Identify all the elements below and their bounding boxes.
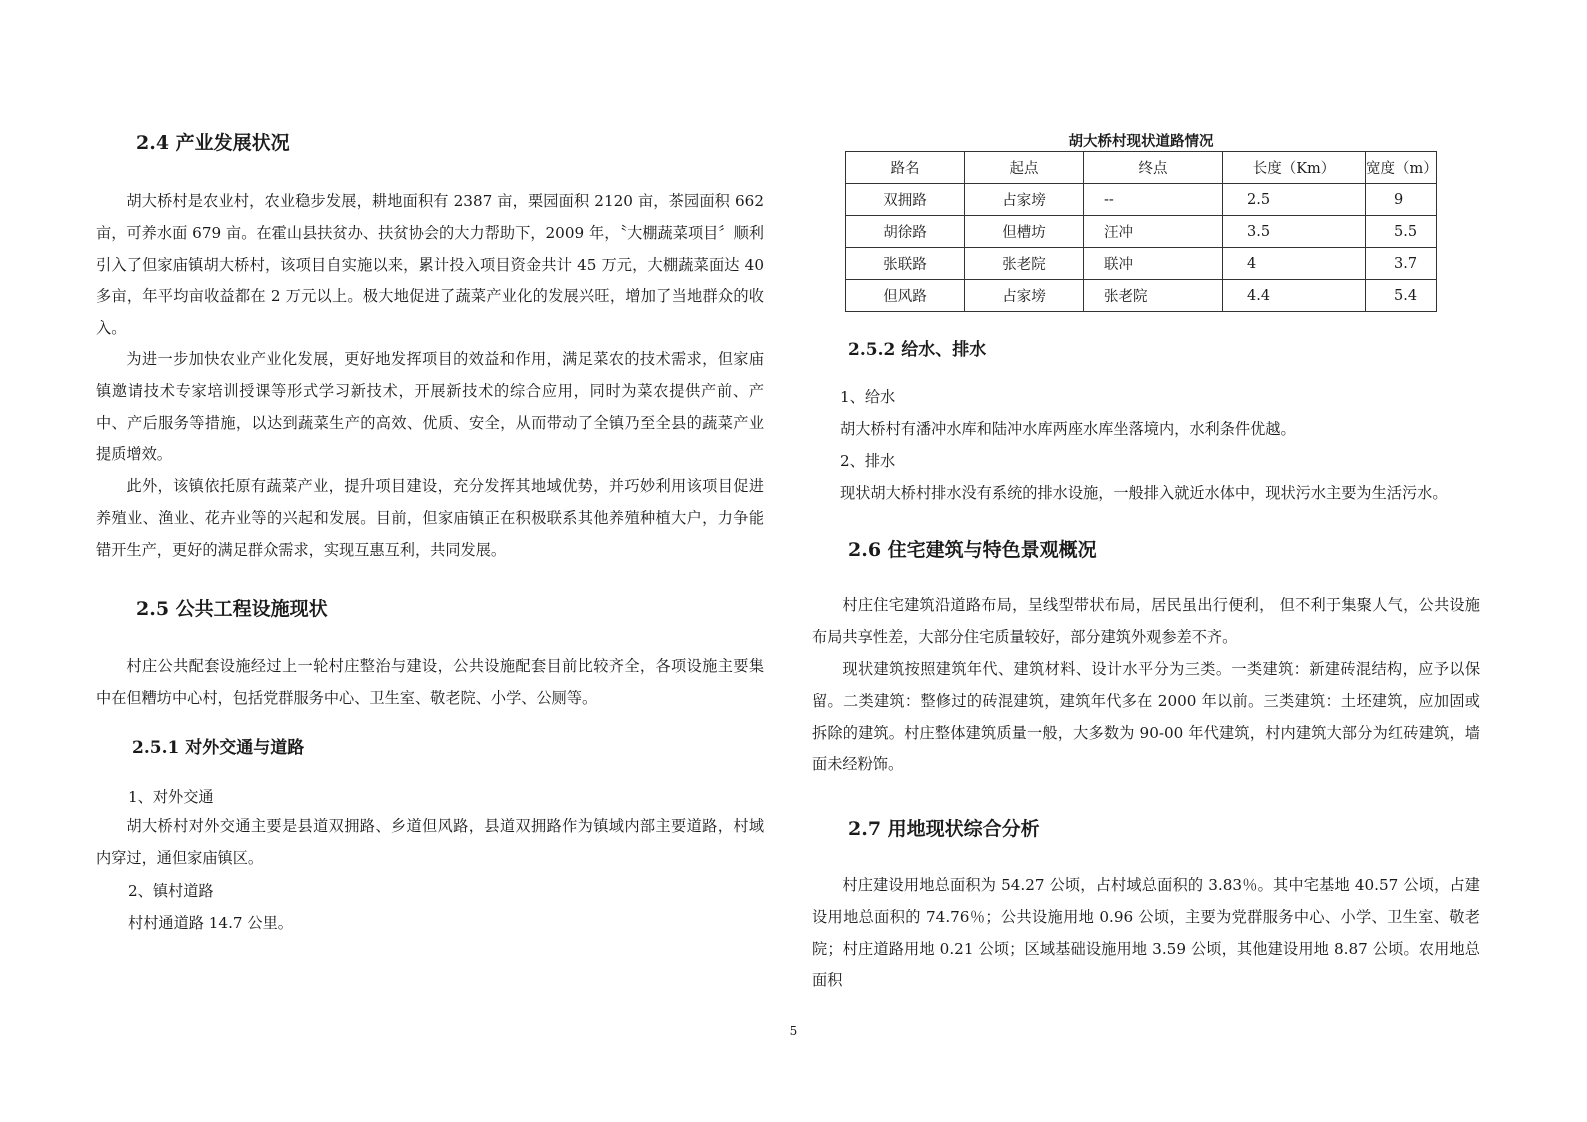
table-cell: 胡徐路 xyxy=(846,216,965,248)
section-2-4-paragraph-2: 为进一步加快农业产业化发展，更好地发挥项目的效益和作用，满足菜农的技术需求，但家庙镇邀请技术专家培训授课等形式学习新技术，开展新技术的综合应用，同时为菜农提供产前、产中、产后服务等措施，以达到蔬菜生产的高效、优质、安全，从而带动了全镇乃至全县的蔬菜产业提质增效。 xyxy=(96,350,764,464)
section-2-5-1-paragraph-2: 村村通道路 14.7 公里。 xyxy=(128,914,293,932)
table-cell: 张联路 xyxy=(846,248,965,280)
table-row xyxy=(846,248,1437,280)
table-cell: 但风路 xyxy=(846,280,965,312)
table-header-row xyxy=(846,152,1437,184)
table-cell: 占家塝 xyxy=(965,280,1084,312)
section-2-7-paragraph-1: 村庄建设用地总面积为 54.27 公顷，占村域总面积的 3.83％。其中宅基地 40.57 公顷，占建设用地总面积的 74.76％；公共设施用地 0.96 公顷，主要为党群服务中心、小学、卫生室、敬老院；村庄道路用地 0.21 公顷；区域基础设施用地 3.59 公顷，其他建设用地 8.87 公顷。农用地总面积 xyxy=(812,876,1480,990)
road-table-caption: 胡大桥村现状道路情况 xyxy=(1068,133,1214,150)
section-2-7-title: 2.7 用地现状综合分析 xyxy=(848,818,1040,840)
section-2-5-2-paragraph-2: 现状胡大桥村排水没有系统的排水设施，一般排入就近水体中，现状污水主要为生活污水。 xyxy=(840,484,1448,502)
section-2-5-1-item-2: 2、镇村道路 xyxy=(128,882,214,900)
section-2-6-paragraph-1: 村庄住宅建筑沿道路布局，呈线型带状布局，居民虽出行便利， 但不利于集聚人气，公共设施布局共享性差，大部分住宅质量较好，部分建筑外观参差不齐。 xyxy=(812,596,1480,646)
table-cell: 但槽坊 xyxy=(965,216,1084,248)
column-header: 宽度（m） xyxy=(1366,152,1437,184)
section-2-4-paragraph-3: 此外，该镇依托原有蔬菜产业，提升项目建设，充分发挥其地域优势，并巧妙利用该项目促进养殖业、渔业、花卉业等的兴起和发展。目前，但家庙镇正在积极联系其他养殖种植大户，力争能错开生产，更好的满足群众需求，实现互惠互利，共同发展。 xyxy=(96,477,764,559)
section-2-5-1-title: 2.5.1 对外交通与道路 xyxy=(132,738,305,758)
section-2-5-1-item-1: 1、对外交通 xyxy=(128,788,214,806)
column-header: 路名 xyxy=(846,152,965,184)
table-row xyxy=(846,280,1437,312)
section-2-4-title: 2.4 产业发展状况 xyxy=(136,132,290,154)
table-cell: 5.4 xyxy=(1366,280,1437,312)
section-2-5-2-paragraph-1: 胡大桥村有潘冲水库和陆冲水库两座水库坐落境内，水利条件优越。 xyxy=(840,420,1296,438)
table-cell: 联冲 xyxy=(1084,248,1223,280)
section-2-6-paragraph-2: 现状建筑按照建筑年代、建筑材料、设计水平分为三类。一类建筑：新建砖混结构，应予以保留。二类建筑：整修过的砖混建筑，建筑年代多在 2000 年以前。三类建筑：土坯建筑，应加固或拆除的建筑。村庄整体建筑质量一般，大多数为 90-00 年代建筑，村内建筑大部分为红砖建筑，墙面未经粉饰。 xyxy=(812,660,1480,774)
section-2-6-title: 2.6 住宅建筑与特色景观概况 xyxy=(848,539,1097,561)
table-cell: 张老院 xyxy=(965,248,1084,280)
table-cell: 双拥路 xyxy=(846,184,965,216)
table-cell: 4 xyxy=(1223,248,1366,280)
column-header: 终点 xyxy=(1084,152,1223,184)
section-2-5-paragraph-1: 村庄公共配套设施经过上一轮村庄整治与建设，公共设施配套目前比较齐全，各项设施主要集中在但糟坊中心村，包括党群服务中心、卫生室、敬老院、小学、公厕等。 xyxy=(96,657,764,707)
section-2-5-2-item-1: 1、给水 xyxy=(840,388,896,406)
column-header: 起点 xyxy=(965,152,1084,184)
section-2-5-title: 2.5 公共工程设施现状 xyxy=(136,598,328,620)
table-cell: 4.4 xyxy=(1223,280,1366,312)
road-table xyxy=(845,151,1437,312)
table-cell: 9 xyxy=(1366,184,1437,216)
table-cell: 汪冲 xyxy=(1084,216,1223,248)
table-row xyxy=(846,216,1437,248)
section-2-5-1-paragraph-1: 胡大桥村对外交通主要是县道双拥路、乡道但风路，县道双拥路作为镇域内部主要道路，村域内穿过，通但家庙镇区。 xyxy=(96,817,764,867)
section-2-5-2-item-2: 2、排水 xyxy=(840,452,896,470)
page-number: 5 xyxy=(789,1024,798,1038)
table-cell: 3.7 xyxy=(1366,248,1437,280)
section-2-5-2-title: 2.5.2 给水、排水 xyxy=(848,340,987,360)
table-cell: 占家塝 xyxy=(965,184,1084,216)
section-2-4-paragraph-1: 胡大桥村是农业村，农业稳步发展，耕地面积有 2387 亩，栗园面积 2120 亩，茶园面积 662 亩，可养水面 679 亩。在霍山县扶贫办、扶贫协会的大力帮助下，2009 年，〝大棚蔬菜项目〞顺利引入了但家庙镇胡大桥村，该项目自实施以来，累计投入项目资金共计 45 万元，大棚蔬菜面达 40 多亩，年平均亩收益都在 2 万元以上。极大地促进了蔬菜产业化的发展兴旺，增加了当地群众的收入。 xyxy=(96,192,764,338)
table-cell: 5.5 xyxy=(1366,216,1437,248)
table-cell: 张老院 xyxy=(1084,280,1223,312)
table-row xyxy=(846,184,1437,216)
table-cell: 2.5 xyxy=(1223,184,1366,216)
table-cell: -- xyxy=(1084,184,1223,216)
column-header: 长度（Km） xyxy=(1223,152,1366,184)
table-cell: 3.5 xyxy=(1223,216,1366,248)
